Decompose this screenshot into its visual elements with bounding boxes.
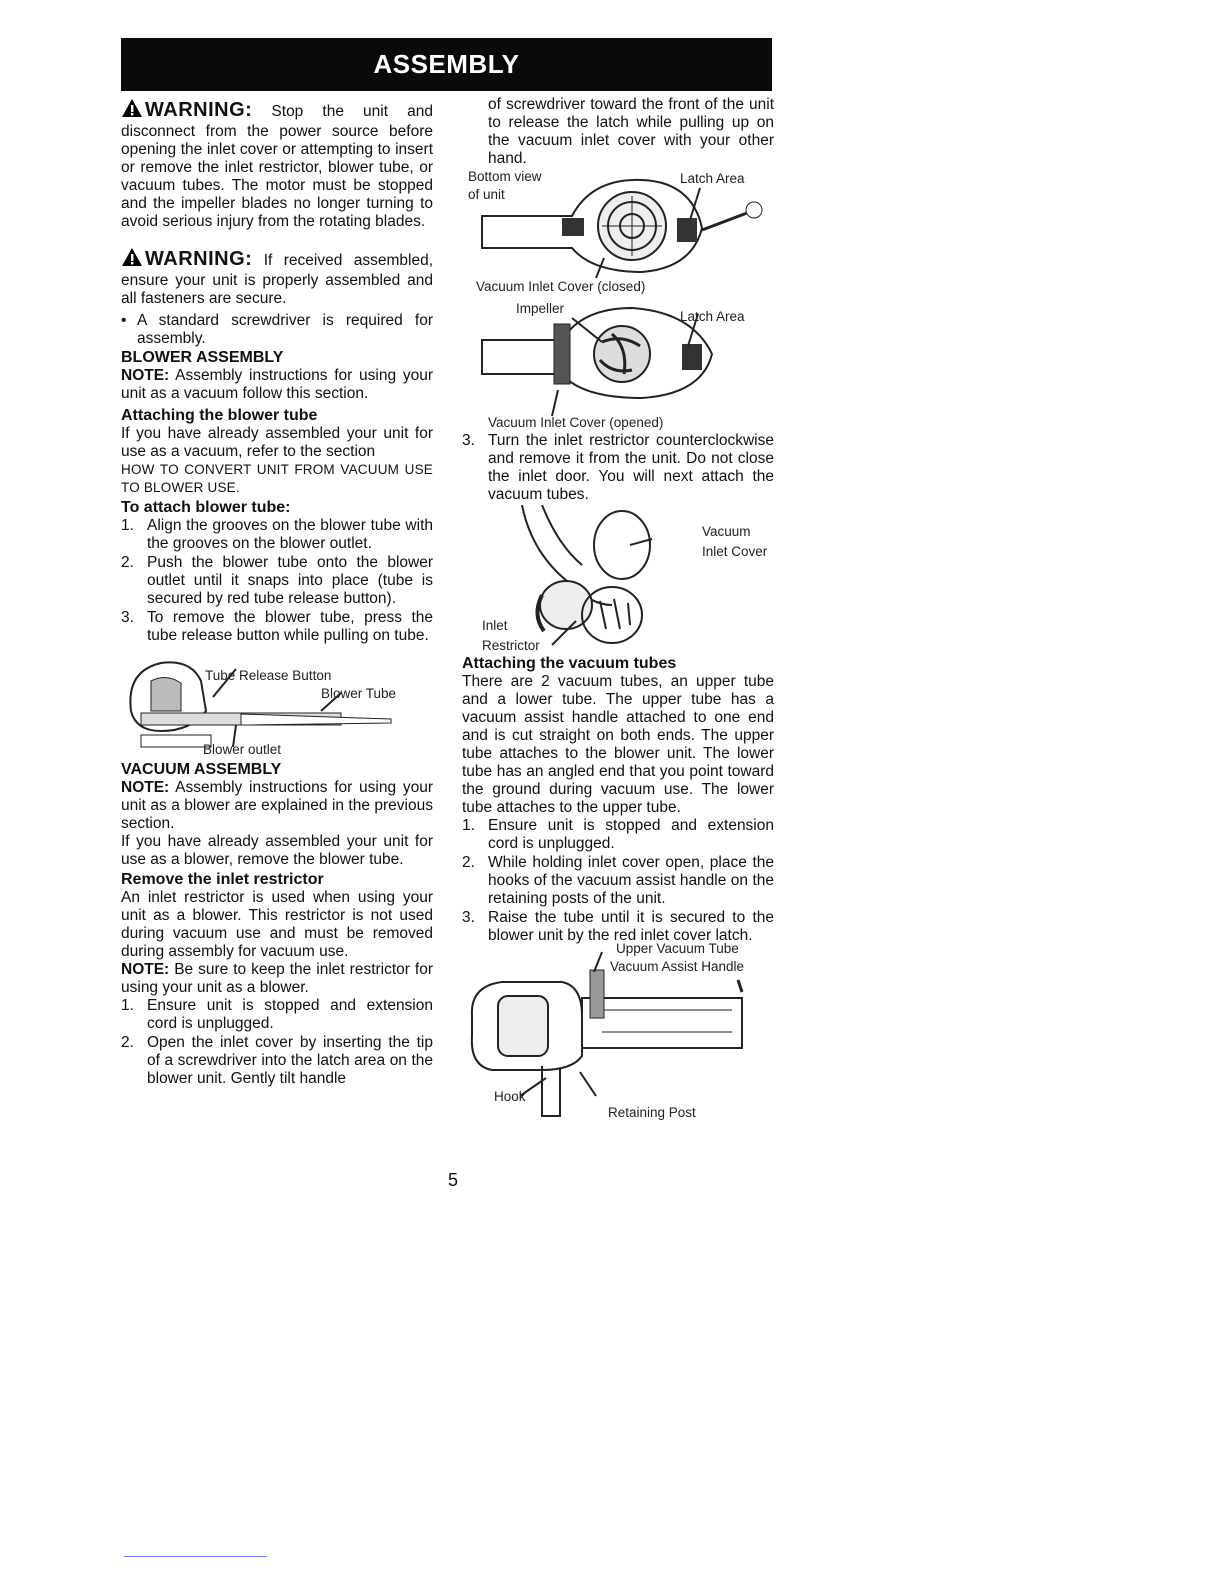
list-item: 3. To remove the blower tube, press the tube release button while pulling on tube.	[121, 609, 433, 644]
vacuum-assembly-heading: VACUUM ASSEMBLY	[121, 761, 282, 778]
requirement-list	[121, 312, 433, 348]
warning-block-1	[121, 98, 433, 231]
attach-blower-text: If you have already assembled your unit for use as a vacuum, refer to the section HOW TO CONVERT UNIT FROM VACUUM USE TO BLOWER USE.	[121, 425, 433, 495]
list-item: 3. Turn the inlet restrictor counterclockwise and remove it from the unit. Do not close the inlet door. You will next attach the vacuum tubes.	[462, 432, 774, 503]
fig4-retaining-post: Retaining Post	[608, 1105, 696, 1120]
attach-blower-heading: Attaching the blower tube	[121, 407, 318, 424]
restrictor-step	[462, 432, 774, 504]
continued-text: of screwdriver toward the front of the unit to release the latch while pulling up on the vacuum inlet cover with your other hand.	[488, 96, 774, 167]
fig4-assist-handle: Vacuum Assist Handle	[610, 959, 745, 974]
inlet-restrictor-figure	[462, 505, 774, 653]
vacuum-text: If you have already assembled your unit for use as a blower, remove the blower tube.	[121, 833, 433, 868]
list-item: 1. Align the grooves on the blower tube with the grooves on the blower outlet.	[121, 517, 433, 552]
fig3-inlet: Inlet	[482, 618, 508, 633]
inlet-cover-closed-figure	[462, 168, 774, 294]
vacuum-tube-figure	[462, 941, 774, 1126]
warning-title-2: WARNING:	[145, 248, 253, 270]
blower-tube-figure	[121, 651, 433, 761]
list-item: 1. Ensure unit is stopped and extension cord is unplugged.	[121, 997, 433, 1032]
to-attach-heading: To attach blower tube:	[121, 499, 291, 516]
fig2-caption: Vacuum Inlet Cover (opened)	[488, 415, 664, 430]
list-item: 2. Push the blower tube onto the blower outlet until it snaps into place (tube is secured by red tube release button).	[121, 554, 433, 607]
list-item: • A standard screwdriver is required for assembly.	[121, 312, 433, 347]
warning-triangle-icon	[121, 247, 145, 272]
fig-label-outlet: Blower outlet	[203, 742, 282, 757]
fig1-caption: Vacuum Inlet Cover (closed)	[476, 279, 646, 294]
inlet-cover-opened-figure	[462, 294, 774, 432]
blower-note: NOTE: Assembly instructions for using your unit as a vacuum follow this section.	[121, 367, 433, 402]
right-column	[462, 96, 774, 1126]
warning-triangle-icon	[121, 98, 145, 123]
fig2-latch-area: Latch Area	[680, 309, 745, 324]
remove-restrictor-text: An inlet restrictor is used when using your unit as a blower. This restrictor is not used during vacuum use and must be removed during assembly for vacuum use.	[121, 889, 433, 960]
fig3-restrictor: Restrictor	[482, 638, 540, 653]
fig3-vacuum: Vacuum	[702, 524, 751, 539]
fig1-of-unit: of unit	[468, 187, 505, 202]
warning-title-1: WARNING:	[145, 99, 253, 121]
fig4-upper-tube: Upper Vacuum Tube	[616, 941, 739, 956]
list-item: 3. Raise the tube until it is secured to the blower unit by the red inlet cover latch.	[462, 909, 774, 944]
header-title: ASSEMBLY	[373, 49, 520, 79]
attach-vacuum-text: There are 2 vacuum tubes, an upper tube and a lower tube. The upper tube has a vacuum assist handle attached to one end and is cut straight on both ends. The upper tube attaches to the blower unit. The lower tube has an angled end that you point toward the ground during vacuum use. The lower tube attaches to the upper tube.	[462, 673, 774, 816]
fig1-bottom-view: Bottom view	[468, 169, 542, 184]
fig4-hook: Hook	[494, 1089, 526, 1104]
blower-steps	[121, 517, 433, 645]
fig-label-tube: Blower Tube	[321, 686, 397, 701]
page-header	[121, 38, 772, 91]
vacuum-note: NOTE: Assembly instructions for using your unit as a blower are explained in the previous section.	[121, 779, 433, 832]
fig1-latch-area: Latch Area	[680, 171, 745, 186]
footer-rule	[124, 1556, 267, 1557]
warning-text-1: Stop the unit and disconnect from the power source before opening the inlet cover or attempting to insert or remove the inlet restrictor, blower tube, or vacuum tubes. The motor must be stopped and the impeller blades no longer turning to avoid serious injury from the rotating blades.	[121, 103, 433, 230]
list-item: 1. Ensure unit is stopped and extension cord is unplugged.	[462, 817, 774, 852]
restrictor-note: NOTE: Be sure to keep the inlet restrictor for using your unit as a blower.	[121, 961, 433, 996]
attach-vacuum-heading: Attaching the vacuum tubes	[462, 655, 677, 672]
vacuum-steps-left	[121, 997, 433, 1088]
left-column	[121, 96, 433, 1089]
list-item: 2. While holding inlet cover open, place the hooks of the vacuum assist handle on the retaining posts of the unit.	[462, 854, 774, 907]
fig2-impeller: Impeller	[516, 301, 565, 316]
remove-restrictor-heading: Remove the inlet restrictor	[121, 871, 324, 888]
vacuum-steps-right	[462, 817, 774, 945]
warning-block-2	[121, 247, 433, 308]
closed-cover-illustration	[462, 168, 774, 294]
blower-assembly-heading: BLOWER ASSEMBLY	[121, 349, 284, 366]
warning-text-2: If received assembled, ensure your unit is properly assembled and all fasteners are secure.	[121, 252, 433, 307]
page-number: 5	[448, 1170, 459, 1190]
fig3-inlet-cover: Inlet Cover	[702, 544, 768, 559]
list-item: 2. Open the inlet cover by inserting the tip of a screwdriver into the latch area on the blower unit. Gently tilt handle	[121, 1034, 433, 1087]
fig-label-release: Tube Release Button	[205, 668, 332, 683]
